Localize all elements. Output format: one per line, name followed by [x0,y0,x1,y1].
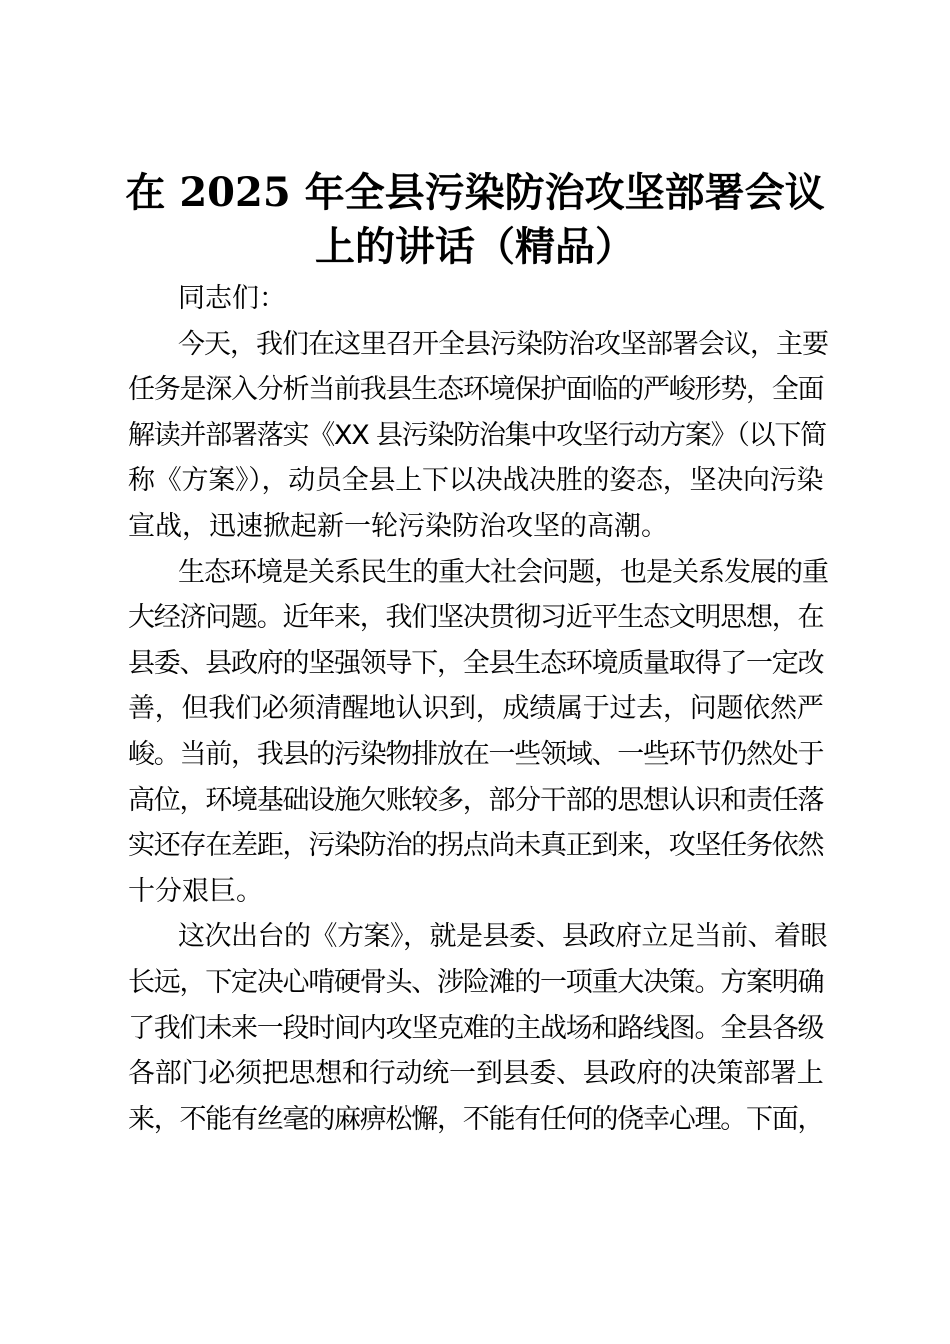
paragraph-line: 解读并部署落实《XX 县污染防治集中攻坚行动方案》（以下简 [128,419,826,451]
paragraph-line: 任务是深入分析当前我县生态环境保护面临的严峻形势，全面 [128,374,824,406]
paragraph-line: 县委、县政府的坚强领导下，全县生态环境质量取得了一定改 [128,647,824,679]
paragraph-line: 了我们未来一段时间内攻坚克难的主战场和路线图。全县各级 [128,1012,824,1044]
paragraph-line: 生态环境是关系民生的重大社会问题，也是关系发展的重 [178,556,828,588]
paragraph-line: 宣战，迅速掀起新一轮污染防治攻坚的高潮。 [128,510,668,542]
paragraph-line: 大经济问题。近年来，我们坚决贯彻习近平生态文明思想，在 [128,602,824,634]
paragraph-line: 实还存在差距，污染防治的拐点尚未真正到来，攻坚任务依然 [128,830,824,862]
document-title [110,166,840,274]
paragraph-line: 善，但我们必须清醒地认识到，成绩属于过去，问题依然严 [128,693,824,725]
paragraph-line: 高位，环境基础设施欠账较多，部分干部的思想认识和责任落 [128,784,824,816]
paragraph [128,550,828,915]
paragraph [128,322,828,550]
paragraph-line: 峻。当前，我县的污染物排放在一些领域、一些环节仍然处于 [128,738,824,770]
document-body [128,276,828,1142]
paragraph-line: 各部门必须把思想和行动统一到县委、县政府的决策部署上 [128,1058,824,1090]
paragraph-line: 长远，下定决心啃硬骨头、涉险滩的一项重大决策。方案明确 [128,966,824,998]
salutation: 同志们： [178,283,286,314]
title-line: 上的讲话（精品） [315,223,635,270]
paragraph [128,914,828,1142]
paragraph-line: 来，不能有丝毫的麻痹松懈，不能有任何的侥幸心理。下面， [128,1103,824,1135]
paragraph-line: 这次出台的《方案》，就是县委、县政府立足当前、着眼 [178,921,827,953]
title-line: 在 2025 年全县污染防治攻坚部署会议 [125,169,825,216]
paragraph-line: 今天，我们在这里召开全县污染防治攻坚部署会议，主要 [178,328,828,360]
paragraph-line: 十分艰巨。 [128,875,263,907]
paragraph-line: 称《方案》），动员全县上下以决战决胜的姿态，坚决向污染 [128,465,824,497]
